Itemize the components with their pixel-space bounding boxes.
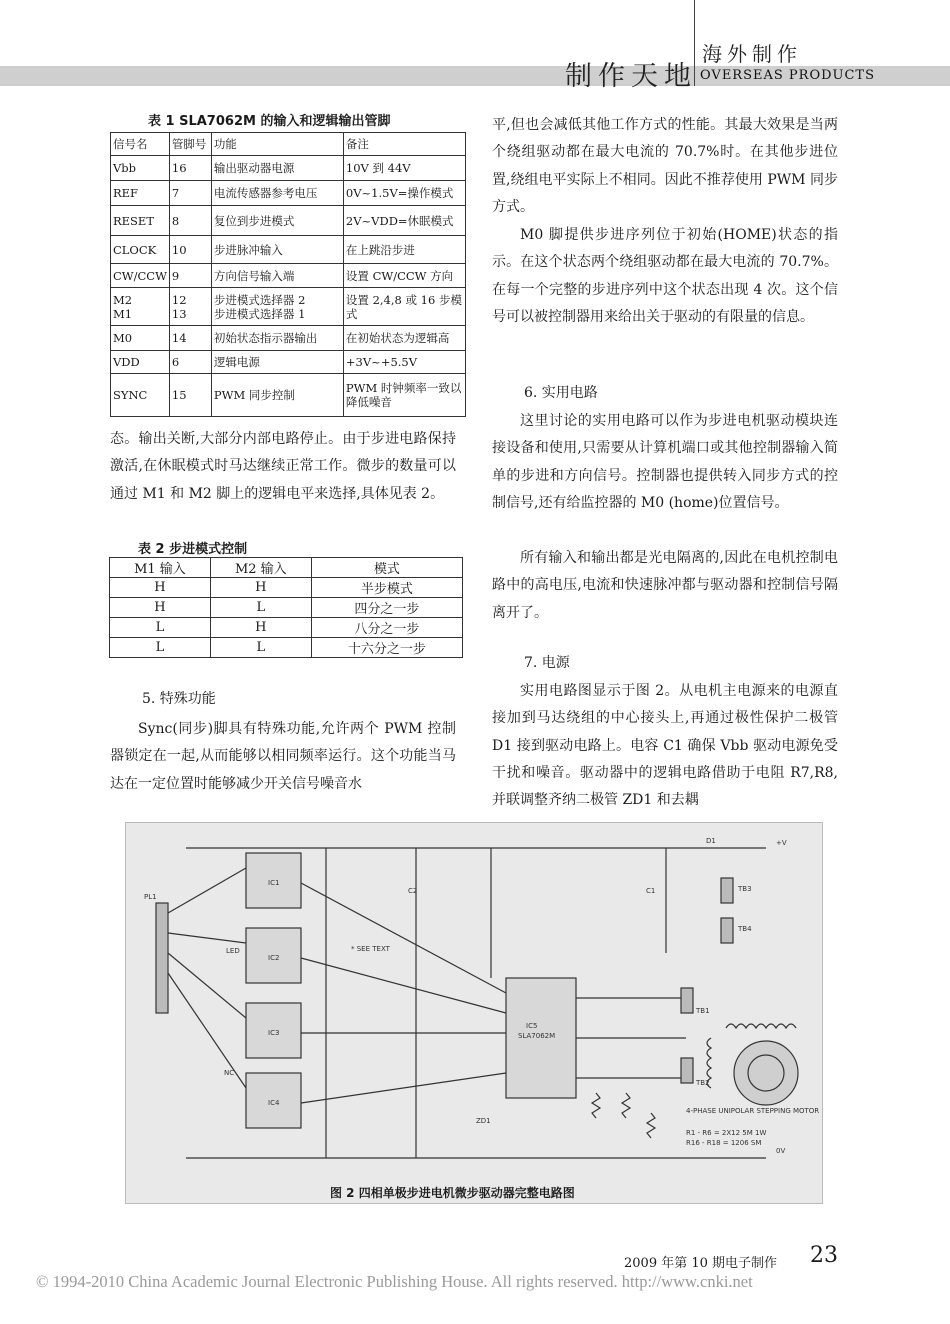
right-paragraph-2-text: M0 脚提供步进序列位于初始(HOME)状态的指示。在这个状态两个绕组驱动都在最大电流的 70.7%。在每一个完整的步进序列中这个状态出现 4 次。这个信号可以被控制器用来给出关于驱动的有限量的信息。	[492, 227, 838, 325]
label-ic1: IC1	[268, 879, 280, 887]
label-ic4: IC4	[268, 1099, 280, 1107]
section-6-paragraph-1-text: 这里讨论的实用电路可以作为步进电机驱动模块连接设备和使用,只需要从计算机端口或其他控制器输入简单的步进和方向信号。控制器也提供转入同步方式的控制信号,还有给监控器的 M0 (home)位置信号。	[492, 413, 838, 511]
table2-cell: H	[110, 578, 211, 598]
table-row	[111, 236, 466, 264]
label-see-text: * SEE TEXT	[351, 945, 390, 953]
table1-cell: RESET	[111, 206, 170, 236]
label-ic5: IC5	[526, 1022, 538, 1030]
table1-cell: 0V~1.5V=操作模式	[343, 181, 465, 206]
table-row	[111, 181, 466, 206]
table1-cell: 输出驱动器电源	[211, 156, 343, 181]
label-d1: D1	[706, 837, 716, 845]
section-6-paragraph-2-text: 所有输入和输出都是光电隔离的,因此在电机控制电路中的高电压,电流和快速脉冲都与驱动器和控制信号隔离开了。	[492, 550, 838, 621]
table1-cell: 步进模式选择器 2 步进模式选择器 1	[211, 288, 343, 326]
label-tb4: TB4	[738, 925, 752, 933]
table2-cell: H	[110, 598, 211, 618]
table1-cell: 6	[169, 351, 211, 374]
table1-header-cell: 备注	[343, 133, 465, 156]
table1-cell: 复位到步进模式	[211, 206, 343, 236]
table1-header-row	[111, 133, 466, 156]
label-tb1: TB1	[696, 1007, 710, 1015]
table-row	[111, 351, 466, 374]
table1-cell: 逻辑电源	[211, 351, 343, 374]
table1-cell: 10V 到 44V	[343, 156, 465, 181]
section-5-body	[110, 716, 456, 798]
footer-issue: 2009 年第 10 期电子制作	[624, 1256, 778, 1271]
table2-caption: 表 2 步进模式控制	[138, 542, 248, 557]
table1-cell: 14	[169, 326, 211, 351]
section-6-title: 6. 实用电路	[524, 385, 598, 401]
table1-cell: 2V~VDD=休眠模式	[343, 206, 465, 236]
section-6-paragraph-2	[492, 545, 838, 627]
label-0v: 0V	[776, 1147, 786, 1155]
table1-cell: CLOCK	[111, 236, 170, 264]
table2-cell: H	[210, 618, 311, 638]
table2	[109, 557, 463, 658]
table1-header-cell: 功能	[211, 133, 343, 156]
table1-cell: M0	[111, 326, 170, 351]
table1-cell: 16	[169, 156, 211, 181]
table1-caption: 表 1 SLA7062M 的输入和逻辑输出管脚	[148, 114, 391, 129]
table2-cell: 四分之一步	[311, 598, 462, 618]
page-number: 23	[810, 1243, 838, 1268]
table1	[110, 132, 466, 417]
label-led: LED	[226, 947, 240, 955]
table-row	[111, 326, 466, 351]
table1-cell: 设置 2,4,8 或 16 步模式	[343, 288, 465, 326]
table2-header-cell: 模式	[311, 558, 462, 578]
table1-cell: 12 13	[169, 288, 211, 326]
left-paragraph-1-text: 态。输出关断,大部分内部电路停止。由于步进电路保持激活,在休眠模式时马达继续正常工作。微步的数量可以通过 M1 和 M2 脚上的逻辑电平来选择,具体见表 2。	[110, 431, 456, 502]
circuit-figure	[125, 822, 823, 1204]
table2-cell: 八分之一步	[311, 618, 462, 638]
section-7-title: 7. 电源	[524, 655, 570, 671]
table1-cell: PWM 同步控制	[211, 374, 343, 417]
table2-cell: H	[210, 578, 311, 598]
table1-cell: 在上跳沿步进	[343, 236, 465, 264]
section-7-body	[492, 678, 838, 814]
label-c1: C1	[646, 887, 656, 895]
table1-cell: 7	[169, 181, 211, 206]
table-row	[111, 264, 466, 288]
right-paragraph-1-text: 平,但也会减低其他工作方式的性能。其最大效果是当两个绕组驱动都在最大电流的 70.7%时。在其他步进位置,绕组电平实际上不相同。因此不推荐使用 PWM 同步方式。	[492, 117, 838, 215]
label-nc: NC	[224, 1069, 235, 1077]
label-zd1: ZD1	[476, 1117, 491, 1125]
table1-cell: +3V~+5.5V	[343, 351, 465, 374]
table2-cell: 十六分之一步	[311, 638, 462, 658]
table2-header-cell: M2 输入	[210, 558, 311, 578]
table1-cell: 15	[169, 374, 211, 417]
label-tb3: TB3	[738, 885, 752, 893]
table2-cell: L	[110, 638, 211, 658]
table1-cell: 在初始状态为逻辑高	[343, 326, 465, 351]
label-motor: 4-PHASE UNIPOLAR STEPPING MOTOR	[686, 1107, 820, 1115]
table1-cell: PWM 时钟频率一致以降低噪音	[343, 374, 465, 417]
label-ic5-part: SLA7062M	[518, 1032, 556, 1040]
table-row	[110, 638, 463, 658]
label-r-note-2: R16 - R18 = 1206 SM	[686, 1139, 762, 1147]
table-row	[110, 618, 463, 638]
table-row	[110, 578, 463, 598]
table1-cell: 9	[169, 264, 211, 288]
table1-header-cell: 管脚号	[169, 133, 211, 156]
table1-header-cell: 信号名	[111, 133, 170, 156]
label-ic3: IC3	[268, 1029, 280, 1037]
left-paragraph-1	[110, 426, 456, 508]
label-tb2: TB2	[696, 1079, 710, 1087]
table2-header-row	[110, 558, 463, 578]
table1-cell: VDD	[111, 351, 170, 374]
circuit-schematic	[126, 823, 822, 1203]
section-6-paragraph-1	[492, 408, 838, 517]
header-category-en: OVERSEAS PRODUCTS	[700, 68, 876, 83]
figure-caption: 图 2 四相单极步进电机微步驱动器完整电路图	[330, 1186, 575, 1200]
table1-cell: M2 M1	[111, 288, 170, 326]
table2-cell: L	[110, 618, 211, 638]
right-paragraph-1	[492, 112, 838, 221]
table1-cell: 初始状态指示器输出	[211, 326, 343, 351]
table1-cell: REF	[111, 181, 170, 206]
table2-cell: 半步模式	[311, 578, 462, 598]
label-c2: C2	[408, 887, 418, 895]
table1-cell: 设置 CW/CCW 方向	[343, 264, 465, 288]
table1-cell: 方向信号输入端	[211, 264, 343, 288]
table-row	[111, 156, 466, 181]
section-7-body-text: 实用电路图显示于图 2。从电机主电源来的电源直接加到马达绕组的中心接头上,再通过极性保护二极管 D1 接到驱动电路上。电容 C1 确保 Vbb 驱动电源免受干扰和噪音。驱动器中的逻辑电路借助于电阻 R7,R8,并联调整齐纳二极管 ZD1 和去耦	[492, 683, 838, 809]
header-category: 海外制作	[702, 42, 802, 66]
right-paragraph-2	[492, 222, 838, 331]
table1-cell: CW/CCW	[111, 264, 170, 288]
table1-cell: 步进脉冲输入	[211, 236, 343, 264]
table1-cell: SYNC	[111, 374, 170, 417]
label-r-note-1: R1 - R6 = 2X12 5M 1W	[686, 1129, 767, 1137]
table1-cell: 10	[169, 236, 211, 264]
table2-cell: L	[210, 598, 311, 618]
table-row	[111, 374, 466, 417]
header-section-title: 制作天地	[565, 61, 697, 92]
label-ic2: IC2	[268, 954, 280, 962]
table2-header-cell: M1 输入	[110, 558, 211, 578]
label-pl: PL1	[144, 893, 157, 901]
table1-cell: Vbb	[111, 156, 170, 181]
table2-cell: L	[210, 638, 311, 658]
table-row	[110, 598, 463, 618]
table1-cell: 电流传感器参考电压	[211, 181, 343, 206]
table-row	[111, 206, 466, 236]
label-plusv: +V	[776, 839, 787, 847]
section-5-body-text: Sync(同步)脚具有特殊功能,允许两个 PWM 控制器锁定在一起,从而能够以相同频率运行。这个功能当马达在一定位置时能够减少开关信号噪音水	[110, 721, 456, 792]
section-5-title: 5. 特殊功能	[142, 691, 216, 707]
table1-cell: 8	[169, 206, 211, 236]
table-row	[111, 288, 466, 326]
copyright-watermark: © 1994-2010 China Academic Journal Electronic Publishing House. All rights reserved. http://www.cnki.net	[36, 1272, 753, 1291]
